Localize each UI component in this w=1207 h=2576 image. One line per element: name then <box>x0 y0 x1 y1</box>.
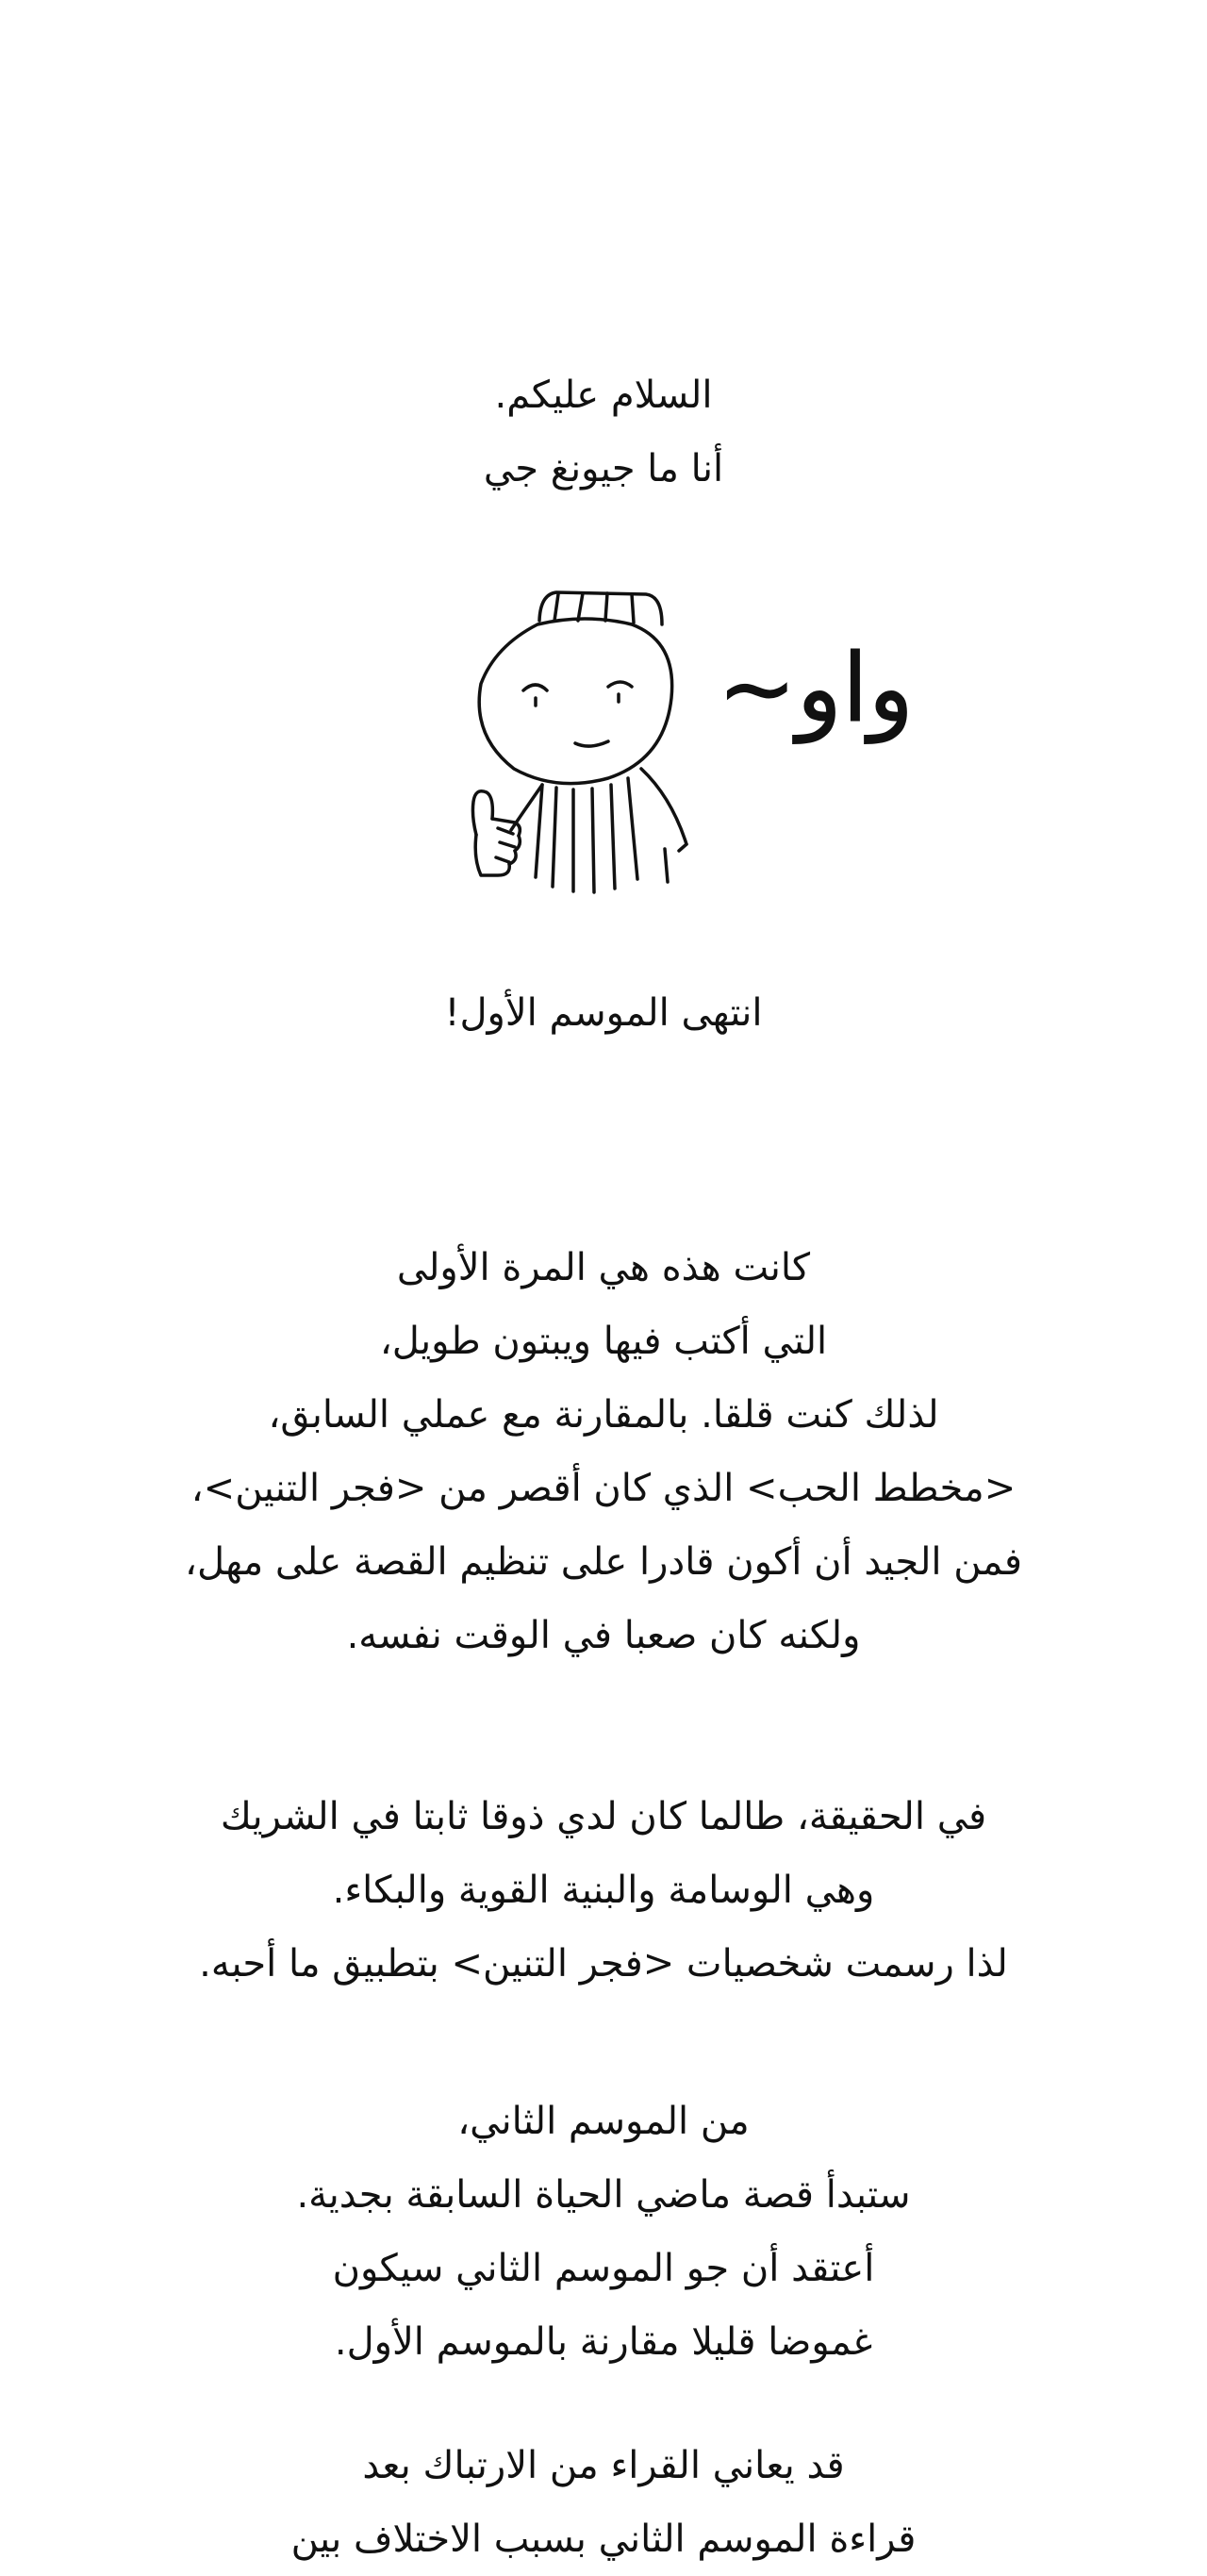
paragraph-line: فمن الجيد أن أكون قادرا على تنظيم القصة على مهل، <box>185 1540 1022 1584</box>
paragraph-line: وهي الوسامة والبنية القوية والبكاء. <box>332 1869 875 1912</box>
paragraph-line: قد يعاني القراء من الارتباك بعد <box>362 2444 845 2487</box>
season-end-line: انتهى الموسم الأول! <box>444 991 763 1035</box>
paragraph-2 <box>0 1780 1207 2001</box>
paragraph-line: لذلك كنت قلقا. بالمقارنة مع عملي السابق، <box>268 1393 939 1437</box>
author-intro-line: أنا ما جيونغ جي <box>483 447 724 490</box>
greeting-line: السلام عليكم. <box>494 374 713 417</box>
paragraph-line: من الموسم الثاني، <box>457 2100 750 2143</box>
paragraph-line: غموضا قليلا مقارنة بالموسم الأول. <box>334 2320 873 2364</box>
paragraph-line: أعتقد أن جو الموسم الثاني سيكون <box>332 2247 875 2290</box>
paragraph-line: ولكنه كان صعبا في الوقت نفسه. <box>346 1614 861 1657</box>
paragraph-line: ستبدأ قصة ماضي الحياة السابقة بجدية. <box>296 2173 911 2217</box>
paragraph-4 <box>0 2429 1207 2576</box>
paragraph-line: التي أكتب فيها ويبتون طويل، <box>379 1320 828 1363</box>
season-end-title <box>0 976 1207 1050</box>
wow-exclamation: واو~ <box>717 633 915 743</box>
paragraph-line: قراءة الموسم الثاني بسبب الاختلاف بين <box>290 2518 917 2561</box>
paragraph-line: <مخطط الحب> الذي كان أقصر من <فجر التنين>، <box>190 1467 1017 1510</box>
paragraph-1 <box>0 1231 1207 1672</box>
paragraph-line: في الحقيقة، طالما كان لدي ذوقا ثابتا في الشريك <box>220 1795 987 1838</box>
paragraph-line: كانت هذه هي المرة الأولى <box>396 1246 811 1289</box>
paragraph-3 <box>0 2085 1207 2379</box>
paragraph-line: لذا رسمت شخصيات <فجر التنين> بتطبيق ما أحبه. <box>199 1942 1008 1986</box>
greeting <box>0 358 1207 506</box>
